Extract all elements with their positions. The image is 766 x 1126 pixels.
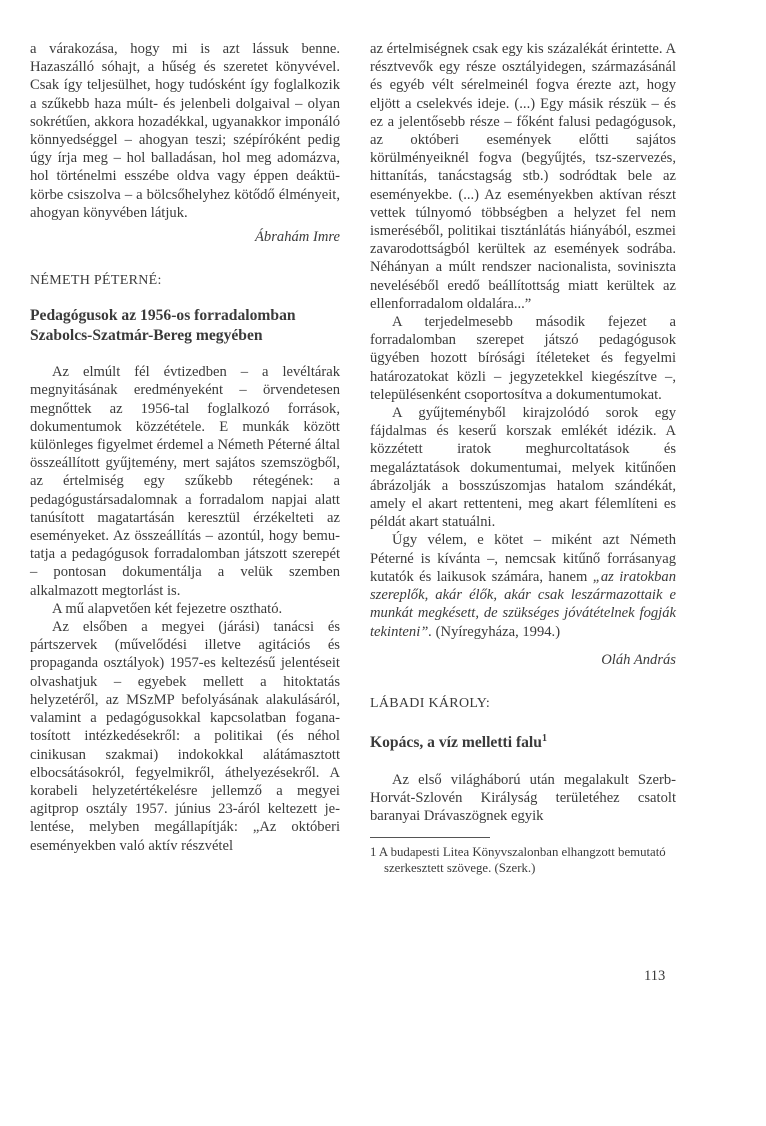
reviewer-signature: Oláh András bbox=[601, 651, 676, 668]
book-title-text: Kopács, a víz melletti falu bbox=[370, 734, 542, 752]
footnote-marker: 1 bbox=[541, 732, 547, 744]
review-paragraph: A mű alapvetően két fejezetre osztható. bbox=[52, 600, 283, 617]
reviewer-signature: Ábrahám Imre bbox=[255, 229, 340, 246]
review-paragraph: A gyűjteményből kirajzolódó sorok egy fájdalmas és keserű korszak emlékét idézik. A közzétett iratok meghurcoltatások és megaláztatások dokumentumai, melyek kitűnően ábrázolják a bosszúszomjas hatalom szándékát, amely el akart rettenteni, meg akart félemlíteni es példát akart statuálni. bbox=[370, 405, 676, 531]
book-author: NÉMETH PÉTERNÉ: bbox=[30, 273, 162, 289]
review-paragraph: Az elsőben a megyei (járási) tanácsi és pártszervek (művelődési illetve agitációs és propaganda osztályok) 1957-es keltezésű jelentéseit olvashatjuk – egyebek mellett a hitoktatás helyzetéről, az MSzMP befolyásának alakulásáról, valamint a pedagógusokkal kapcsolatban foganatosított intézkedésekről: a politikai (és néhol cinikusan szakmai) indokokkal alátámasztott elbocsátásokról, fegyelmikről, áthelyezésekről. A korabeli helyzetértékelésre jellemző a megyei agitprop osztály 1957. június 23-áról keltezett jelentése, melyben megállapítják: „Az októberi eseményekben való aktív részvétel bbox=[30, 619, 340, 854]
quoted-text: „az iratokban szereplők, akár élők, akár csak leszármazottaik e munkát megkésett, de szükséges jóvátételnek fogják tekinteni”. bbox=[370, 568, 676, 640]
page-number: 113 bbox=[644, 968, 666, 984]
book-title bbox=[370, 729, 676, 753]
left-column bbox=[30, 40, 340, 855]
review-paragraph: Az elmúlt fél évtizedben – a levéltárak megnyitásának eredményeként – örvendetesen megnőttek az 1956-tal foglalkozó források, dokumentumok közzététele. E munkák között különleges figyelmet érdemel a Németh Péterné által összeállított gyűjtemény, mert sajátos szemszögből, az értelmiség egy szűkebb rétegének: a pedagógustársadalomnak a forradalom napjai alatt tanúsított magatartásán keresztül érzékelteti az eseményeket. Az összeállítás – azontúl, hogy bemutatja a pedagógusok forradalomban játszott szerepét – pontosan dokumentálja a velük szemben alkalmazott megtorlást is. bbox=[30, 364, 340, 599]
review-paragraph: az értelmiségnek csak egy kis százalékát érintette. A résztvevők egy része osztályidegen, származásánál és egyéb vélt sérelmeinél fogva érezte azt, hogy eljött a cselekvés ideje. (...) Egy másik részük – és ez a jelentősebb része – főként falusi pedagógusok, az októberi események előtti sajátos körülményeiknél fogva (begyűjtés, tsz-szervezés, hittanítás, tanácstagság stb.) sodródtak bele az eseményekbe. (...) Az eseményekben aktívan részt vettek túlnyomó többségben a helyzet fel nem ismeréséből, politikai tisztánlátás hiányából, eszmei zavarodottságból kerültek az események sodrába. Néhányan a múlt rendszer nacionalista, soviniszta neveléséből eredő beállítottság miatt kerültek az ellenforradalom oldalára...” bbox=[370, 41, 676, 312]
right-column bbox=[370, 40, 676, 876]
review-paragraph: a várakozása, hogy mi is azt lássuk benne. Hazaszálló sóhajt, a hűség és szeretet könyvével. Csak így teljesülhet, hogy tudósként így foglalkozik a szűkebb haza múlt- és jelenbeli dolgaival – olyan sokrétűen, akkora hozadékkal, ugyanakkor imponáló könnyedséggel – ahogyan teszi; szépíróként pedig úgy írja meg – hol balladásan, hol meg adomázva, hol történelmi esszébe oldva vagy éppen deáktükörbe csiszolva – a bölcsőhelyhez kötődő élményeit, ahogyan könyvében látjuk. bbox=[30, 41, 340, 221]
footnote-divider bbox=[370, 837, 490, 838]
review-paragraph bbox=[370, 531, 676, 640]
paragraph-text: Úgy vélem, e kötet – miként azt Németh Péterné is kívánta –, nemcsak kitűnő forrásanyag kutatók és laikusok számára, hanem bbox=[370, 532, 676, 585]
review-paragraph: A terjedelmesebb második fejezet a forradalomban szerepet játszó pedagógusok ügyében hozott bírósági ítéleteket és fegyelmi határozatokat közli – jegyzetekkel kiegészítve –, településenként csoportosítva a dokumentumokat. bbox=[370, 314, 676, 403]
book-author: LÁBADI KÁROLY: bbox=[370, 695, 491, 711]
paragraph-text: (Nyíregyháza, 1994.) bbox=[432, 623, 561, 640]
review-paragraph: Az első világháború után megalakult Szerb-Horvát-Szlovén Királyság területéhez csatolt baranyai Drávaszögnek egyik bbox=[370, 771, 676, 824]
book-title: Pedagógusok az 1956-os forradalomban Szabolcs-Szatmár-Bereg megyében bbox=[30, 307, 296, 344]
footnote: 1 A budapesti Litea Könyvszalonban elhangzott bemutató szerkesztett szövege. (Szerk.) bbox=[370, 845, 666, 876]
